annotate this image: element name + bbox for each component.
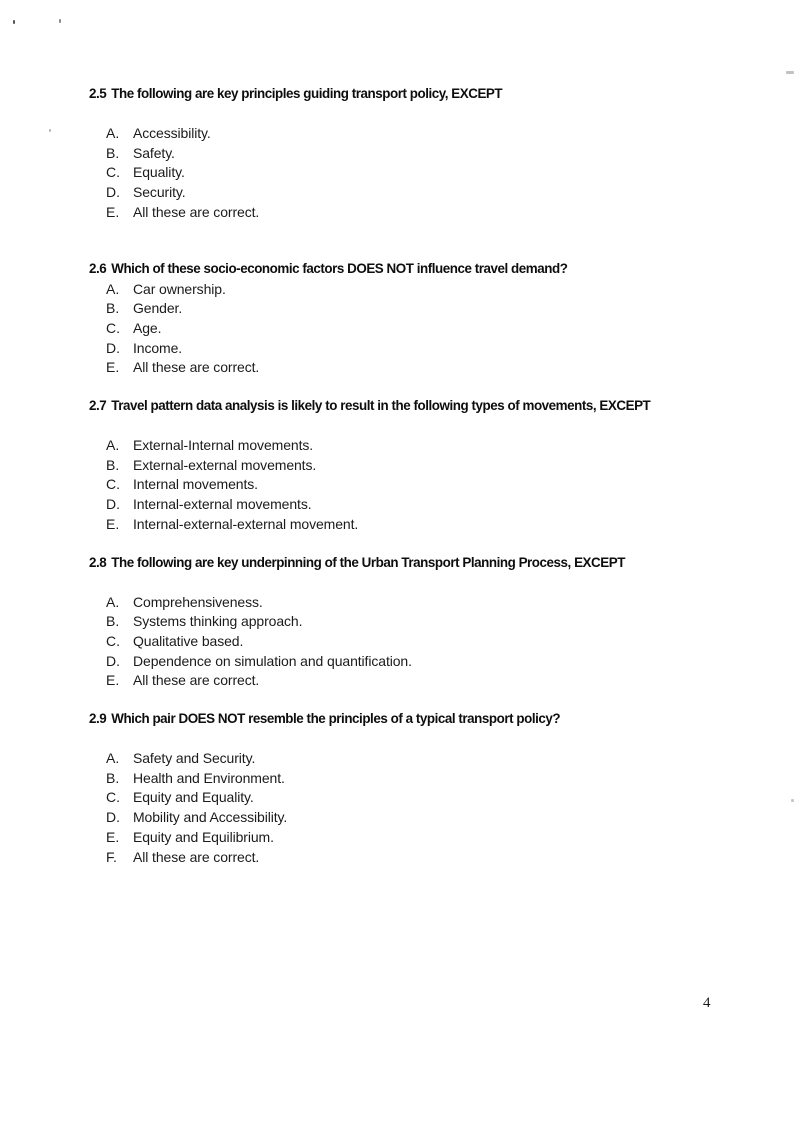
option-row	[89, 495, 764, 515]
option-text: Safety and Security.	[133, 750, 256, 767]
option-letter: C.	[106, 164, 120, 181]
option-row	[89, 632, 764, 652]
option-text: All these are correct.	[133, 359, 260, 376]
option-text: All these are correct.	[133, 203, 260, 220]
option-row	[89, 280, 764, 300]
question-number: 2.9	[89, 711, 107, 727]
option-text: Internal-external movements.	[133, 496, 312, 513]
option-row	[89, 808, 764, 828]
option-text: Accessibility.	[133, 125, 211, 141]
option-text: Comprehensiveness.	[133, 593, 263, 610]
option-letter: B.	[106, 613, 120, 630]
option-row	[89, 339, 764, 359]
option-text: Health and Environment.	[133, 769, 285, 786]
options-list	[89, 436, 764, 535]
question-heading	[89, 553, 764, 573]
options-list	[89, 280, 764, 379]
option-letter: B.	[106, 769, 120, 786]
option-text: Qualitative based.	[133, 632, 244, 649]
option-letter: E.	[106, 672, 120, 689]
option-letter: C.	[106, 632, 120, 649]
option-letter: B.	[106, 456, 120, 473]
option-letter: F.	[106, 848, 117, 865]
option-text: Gender.	[133, 300, 183, 317]
option-row	[89, 593, 764, 613]
option-letter: A.	[106, 125, 120, 141]
options-list	[89, 749, 764, 867]
option-letter: E.	[106, 515, 120, 532]
question-number: 2.6	[89, 260, 107, 276]
question-number: 2.7	[89, 398, 107, 414]
option-row	[89, 652, 764, 672]
option-text: Internal-external-external movement.	[133, 515, 359, 532]
option-text: Equity and Equality.	[133, 789, 254, 806]
option-row	[89, 163, 764, 183]
question-text: The following are key principles guiding transport policy, EXCEPT	[111, 86, 503, 101]
option-letter: A.	[106, 593, 120, 610]
option-letter: C.	[106, 319, 120, 336]
question-heading	[89, 396, 764, 416]
question-text: The following are key underpinning of the Urban Transport Planning Process, EXCEPT	[111, 554, 625, 570]
question-number: 2.8	[89, 554, 107, 570]
option-row	[89, 299, 764, 319]
options-list	[89, 124, 764, 223]
option-letter: B.	[106, 144, 120, 161]
question-text: Which pair DOES NOT resemble the principles of a typical transport policy?	[111, 711, 561, 727]
option-row	[89, 475, 764, 495]
option-row	[89, 436, 764, 456]
option-letter: E.	[106, 203, 120, 220]
scan-speck	[786, 71, 794, 74]
option-letter: D.	[106, 184, 120, 201]
option-row	[89, 788, 764, 808]
question-block	[89, 553, 764, 692]
option-letter: D.	[106, 496, 120, 513]
option-text: Dependence on simulation and quantification.	[133, 652, 412, 669]
option-text: Equality.	[133, 164, 185, 181]
option-text: Income.	[133, 339, 183, 356]
page-number: 4	[703, 995, 711, 1011]
option-letter: D.	[106, 652, 120, 669]
option-row	[89, 749, 764, 769]
questions-area	[89, 84, 764, 867]
option-letter: A.	[106, 437, 120, 454]
scan-speck	[59, 19, 61, 23]
option-letter: E.	[106, 828, 120, 845]
option-row	[89, 203, 764, 223]
option-text: Equity and Equilibrium.	[133, 828, 274, 845]
option-text: All these are correct.	[133, 848, 260, 865]
option-row	[89, 456, 764, 476]
option-row	[89, 144, 764, 164]
option-letter: A.	[106, 750, 120, 767]
option-letter: C.	[106, 476, 120, 493]
option-letter: B.	[106, 300, 120, 317]
option-row	[89, 828, 764, 848]
option-row	[89, 124, 764, 144]
option-text: External-Internal movements.	[133, 437, 314, 454]
question-block	[89, 84, 764, 223]
question-text: Which of these socio-economic factors DOES NOT influence travel demand?	[111, 260, 568, 276]
question-block	[89, 396, 764, 535]
option-letter: E.	[106, 359, 120, 376]
option-row	[89, 848, 764, 868]
option-row	[89, 183, 764, 203]
option-row	[89, 515, 764, 535]
scan-speck	[49, 129, 51, 132]
question-text: Travel pattern data analysis is likely to result in the following types of movements, EXCEPT	[111, 398, 651, 414]
option-text: Mobility and Accessibility.	[133, 809, 288, 826]
question-heading	[89, 84, 764, 104]
scan-speck	[13, 20, 15, 24]
option-text: Car ownership.	[133, 280, 226, 297]
option-text: Systems thinking approach.	[133, 613, 303, 630]
option-row	[89, 319, 764, 339]
option-letter: D.	[106, 339, 120, 356]
option-letter: C.	[106, 789, 120, 806]
option-text: All these are correct.	[133, 672, 260, 689]
question-block	[89, 259, 764, 379]
option-text: Internal movements.	[133, 476, 258, 493]
options-list	[89, 593, 764, 692]
question-heading	[89, 709, 764, 729]
option-text: External-external movements.	[133, 456, 317, 473]
option-row	[89, 769, 764, 789]
question-block	[89, 709, 764, 867]
question-heading	[89, 259, 764, 279]
option-row	[89, 671, 764, 691]
option-row	[89, 358, 764, 378]
option-row	[89, 612, 764, 632]
option-text: Security.	[133, 184, 186, 201]
option-letter: D.	[106, 809, 120, 826]
option-text: Safety.	[133, 144, 175, 161]
option-text: Age.	[133, 319, 162, 336]
question-number: 2.5	[89, 86, 107, 101]
option-letter: A.	[106, 280, 120, 297]
